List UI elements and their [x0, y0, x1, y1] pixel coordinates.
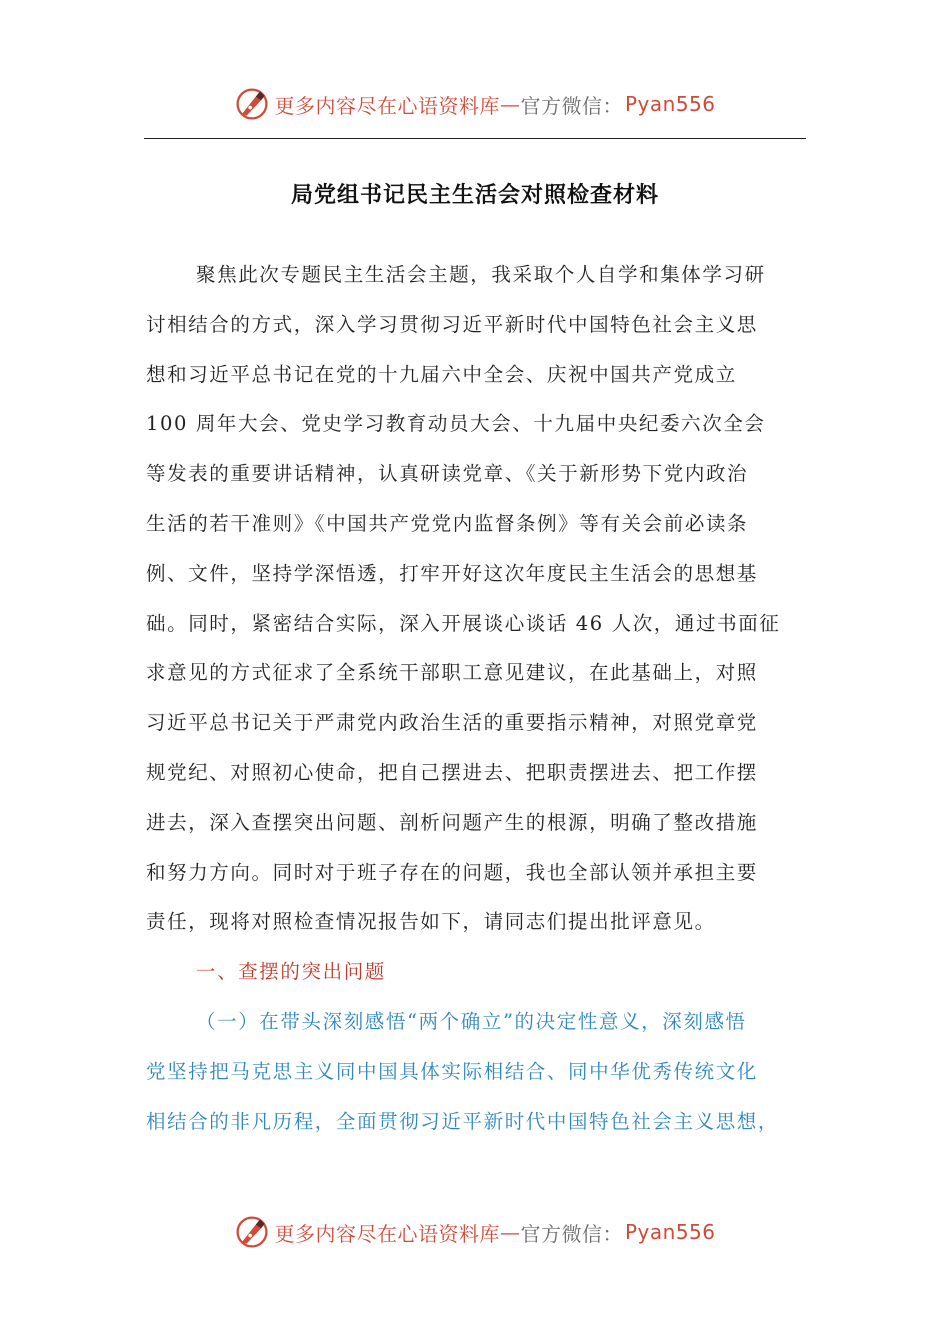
banner-dash: — [499, 1220, 521, 1244]
banner-wechat-id: Pyan556 [624, 1220, 716, 1244]
paragraph-line: 聚焦此次专题民主生活会主题，我采取个人自学和集体学习研 [196, 263, 766, 286]
paragraph-line: 生活的若干准则》《中国共产党党内监督条例》等有关会前必读条 [146, 511, 749, 535]
paragraph-line: 进去，深入查摆突出问题、剖析问题产生的根源，明确了整改措施 [146, 810, 758, 834]
paragraph-line: 等发表的重要讲话精神，认真研读党章、《关于新形势下党内政治 [146, 462, 749, 486]
paragraph-line: 想和习近平总书记在党的十九届六中全会、庆祝中国共产党成立 [146, 362, 737, 386]
header-banner [0, 82, 950, 126]
paragraph-line: 和努力方向。同时对于班子存在的问题，我也全部认领并承担主要 [146, 860, 758, 884]
pen-nib-logo-icon [234, 1214, 270, 1250]
footer-banner [0, 1210, 950, 1254]
pen-nib-logo-icon [234, 86, 270, 122]
paragraph-line: 讨相结合的方式，深入学习贯彻习近平新时代中国特色社会主义思 [146, 312, 758, 336]
header-divider [144, 138, 806, 139]
subsection-line: （一）在带头深刻感悟“两个确立”的决定性意义，深刻感悟 [196, 1009, 747, 1033]
banner-library-text: 更多内容尽在心语资料库 [274, 93, 500, 118]
paragraph-line: 责任，现将对照检查情况报告如下，请同志们提出批评意见。 [146, 910, 716, 934]
banner-wechat-label: 官方微信： [520, 1221, 623, 1246]
subsection-line: 相结合的非凡历程，全面贯彻习近平新时代中国特色社会主义思想， [146, 1109, 780, 1133]
subsection-line: 党坚持把马克思主义同中国具体实际相结合、同中华优秀传统文化 [146, 1059, 758, 1083]
paragraph-line: 求意见的方式征求了全系统干部职工意见建议，在此基础上，对照 [146, 661, 758, 685]
section-heading: 一、查摆的突出问题 [196, 960, 386, 984]
banner-wechat-label: 官方微信： [520, 93, 623, 118]
paragraph-line: 规党纪、对照初心使命，把自己摆进去、把职责摆进去、把工作摆 [146, 760, 758, 784]
document-body [146, 250, 802, 1146]
banner-wechat-id: Pyan556 [624, 92, 716, 116]
paragraph-line: 习近平总书记关于严肃党内政治生活的重要指示精神，对照党章党 [146, 711, 758, 735]
paragraph-line: 础。同时，紧密结合实际，深入开展谈心谈话 46 人次，通过书面征 [146, 611, 781, 635]
banner-library-text: 更多内容尽在心语资料库 [274, 1221, 500, 1246]
paragraph-line: 例、文件，坚持学深悟透，打牢开好这次年度民主生活会的思想基 [146, 561, 758, 585]
paragraph-line: 100 周年大会、党史学习教育动员大会、十九届中央纪委六次全会 [146, 412, 766, 436]
banner-dash: — [499, 92, 521, 116]
document-title: 局党组书记民主生活会对照检查材料 [290, 183, 659, 208]
